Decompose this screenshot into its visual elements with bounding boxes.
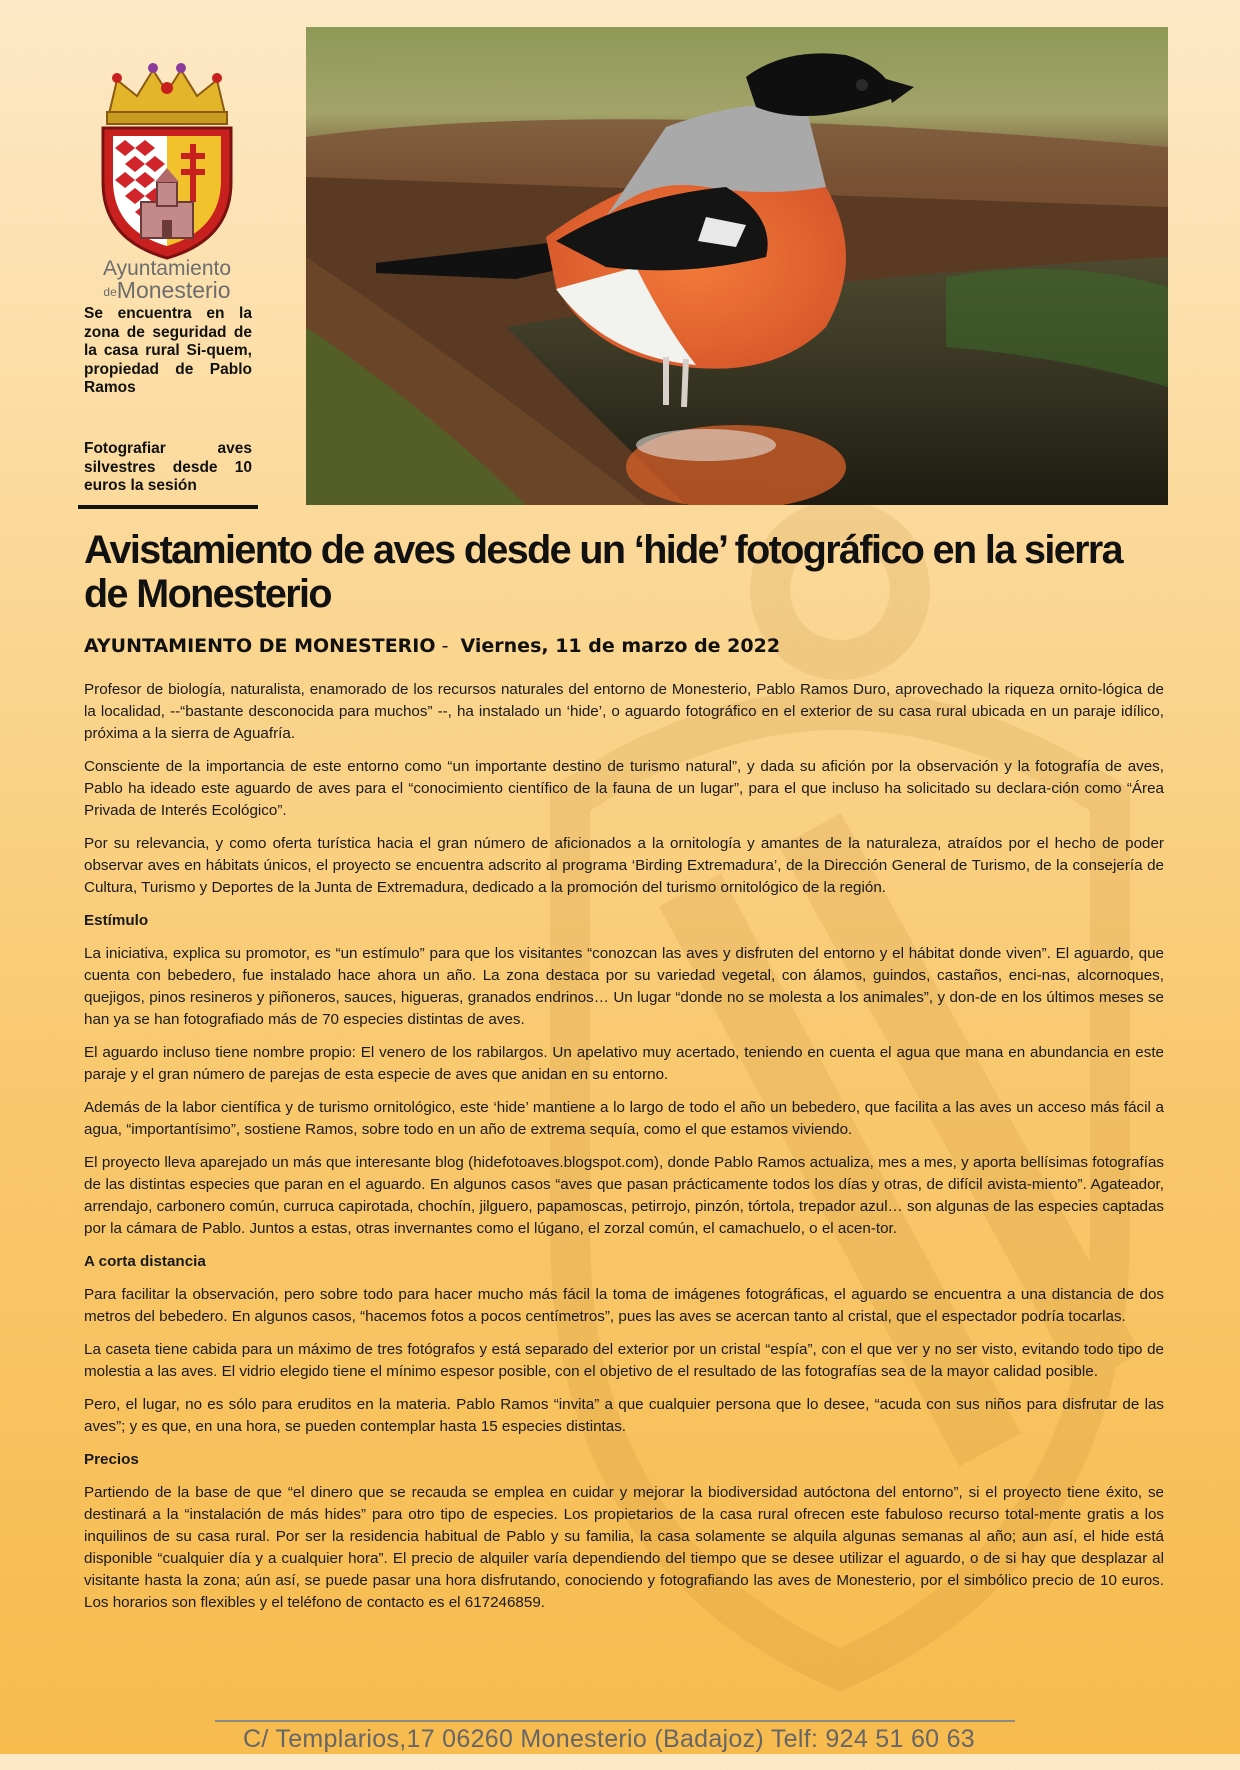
article-title: Avistamiento de aves desde un ‘hide’ fotográfico en la sierra de Monesterio (84, 528, 1123, 617)
byline-source: AYUNTAMIENTO DE MONESTERIO (84, 635, 436, 657)
paragraph: El aguardo incluso tiene nombre propio: El venero de los rabilargos. Un apelativo muy acertado, teniendo en cuenta el agua que mana en abundancia en este paraje y el gran número de parejas de esta especie de aves que anidan en su entorno. (84, 1044, 1164, 1083)
sidebar-note-location: Se encuentra en la zona de seguridad de la casa rural Si-quem, propiedad de Pablo Ramos (84, 305, 252, 397)
municipality-line1: Ayuntamiento (102, 257, 232, 280)
paragraph: Partiendo de la base de que “el dinero que se recauda se emplea en cuidar y mejorar la biodiversidad autóctona del entorno”, si el proyecto tiene éxito, se destinará a la “instalación de más hides” para otro tipo de especies. Los propietarios de la casa rural ofrecen este fabuloso recurso total-mente gratis a los inquilinos de su casa rural. Por ser la residencia habitual de Pablo y su familia, la casa solamente se alquila algunas semanas al año; aun así, el hide está disponible “cualquier día y a cualquier hora”. El precio de alquiler varía dependiendo del tiempo que se desee utilizar el aguardo, o de si hay que desplazar al visitante hasta la zona; aún así, se puede pasar una hora disfrutando, conociendo y fotografiando las aves de Monesterio, por el simbólico precio de 10 euros. Los horarios son flexibles y el teléfono de contacto es el 617246859. (84, 1484, 1164, 1611)
crown-icon (107, 63, 227, 124)
paragraph: Por su relevancia, y como oferta turística hacia el gran número de aficionados a la ornitología y amantes de la naturaleza, atraídos por el hecho de poder observar aves en hábitats únicos, el proyecto se encuentra adscrito al programa ‘Birding Extremadura’, de la Dirección General de Turismo, de la consejería de Cultura, Turismo y Deportes de la Junta de Extremadura, dedicado a la promoción del turismo ornitológico de la región. (84, 835, 1164, 896)
article-byline (84, 635, 780, 657)
paragraph: Consciente de la importancia de este entorno como “un importante destino de turismo natural”, y dada su afición por la observación y la fotografía de aves, Pablo ha ideado este aguardo de aves para el “conocimiento científico de la fauna de un lugar”, para el que incluso ha solicitado su declara-ción como “Área Privada de Interés Ecológico”. (84, 758, 1164, 819)
paragraph: La iniciativa, explica su promotor, es “un estímulo” para que los visitantes “conozcan las aves y disfruten del entorno y el hábitat donde viven”. El aguardo, que cuenta con bebedero, fue instalado hace ahora un año. La zona destaca por su variedad vegetal, con álamos, guindos, castaños, enci-nas, alcornoques, quejigos, pinos resineros y piñoneros, sauces, higueras, granados endrinos… Un lugar “donde no se molesta a los animales”, y don-de en los últimos meses se han ya se han fotografiado más de 70 especies distintas de aves. (84, 945, 1164, 1028)
municipality-line2: Monesterio (116, 277, 231, 303)
bullfinch-photo (306, 27, 1168, 505)
footer-divider (215, 1720, 1015, 1722)
footer-address: C/ Templarios,17 06260 Monesterio (Badajoz) Telf: 924 51 60 63 (243, 1725, 976, 1753)
paragraph: La caseta tiene cabida para un máximo de tres fotógrafos y está separado del exterior por un cristal “espía”, con el que ver y no ser visto, evitando todo tipo de molestia a las aves. El vidrio elegido tiene el mínimo espesor posible, con el objetivo de el resultado de las fotografías sea de la mayor calidad posible. (84, 1341, 1164, 1380)
byline-date: Viernes, 11 de marzo de 2022 (460, 635, 781, 657)
municipality-name (82, 258, 252, 302)
section-heading-precios: Precios (84, 1451, 139, 1468)
byline-separator: - (435, 635, 461, 657)
paragraph: El proyecto lleva aparejado un más que interesante blog (hidefotoaves.blogspot.com), donde Pablo Ramos actualiza, mes a mes, y aporta bellísimas fotografías de las distintas especies que paran en el aguardo. En algunos casos “aves que pasan prácticamente todos los días y otras, de difícil avista-miento”. Agateador, arrendajo, carbonero común, curruca capirotada, chochín, jilguero, papamoscas, petirrojo, pinzón, tórtola, trepador azul… son algunas de las especies captadas por la cámara de Pablo. Juntos a estas, otras invernantes como el lúgano, el zorzal común, el camachuelo, o el acen-tor. (84, 1154, 1164, 1237)
section-heading-estimulo: Estímulo (84, 912, 149, 929)
article-body (84, 679, 1164, 1625)
sidebar-note-price: Fotografiar aves silvestres desde 10 euros la sesión (84, 440, 252, 495)
paragraph: Pero, el lugar, no es sólo para eruditos en la materia. Pablo Ramos “invita” a que cualquier persona que lo desee, “acuda con sus niños para disfrutar de las aves”; y es que, en una hora, se pueden contemplar hasta 15 especies distintas. (84, 1396, 1164, 1435)
coat-of-arms-logo (95, 62, 240, 262)
paragraph: Profesor de biología, naturalista, enamorado de los recursos naturales del entorno de Monesterio, Pablo Ramos Duro, aprovechado la riqueza ornito-lógica de la localidad, --“bastante desconocida para muchos” --, ha instalado un ‘hide’, o aguardo fotográfico en el exterior de su casa rural ubicada en un paraje idílico, próxima a la sierra de Aguafría. (84, 681, 1164, 742)
municipality-de: de (103, 285, 117, 299)
paragraph: Además de la labor científica y de turismo ornitológico, este ‘hide’ mantiene a lo largo de todo el año un bebedero, que facilita a las aves un acceso más fácil a agua, “importantísimo”, sostiene Ramos, sobre todo en un año de extrema sequía, como el que estamos viviendo. (84, 1099, 1164, 1138)
section-heading-corta-distancia: A corta distancia (84, 1253, 206, 1270)
paragraph: Para facilitar la observación, pero sobre todo para hacer mucho más fácil la toma de imágenes fotográficas, el aguardo se encuentra a una distancia de dos metros del bebedero. En algunos casos, “hacemos fotos a pocos centímetros”, pues las aves se acercan tanto al cristal, que el espectador podría tocarlas. (84, 1286, 1164, 1325)
sidebar-divider (78, 505, 258, 509)
